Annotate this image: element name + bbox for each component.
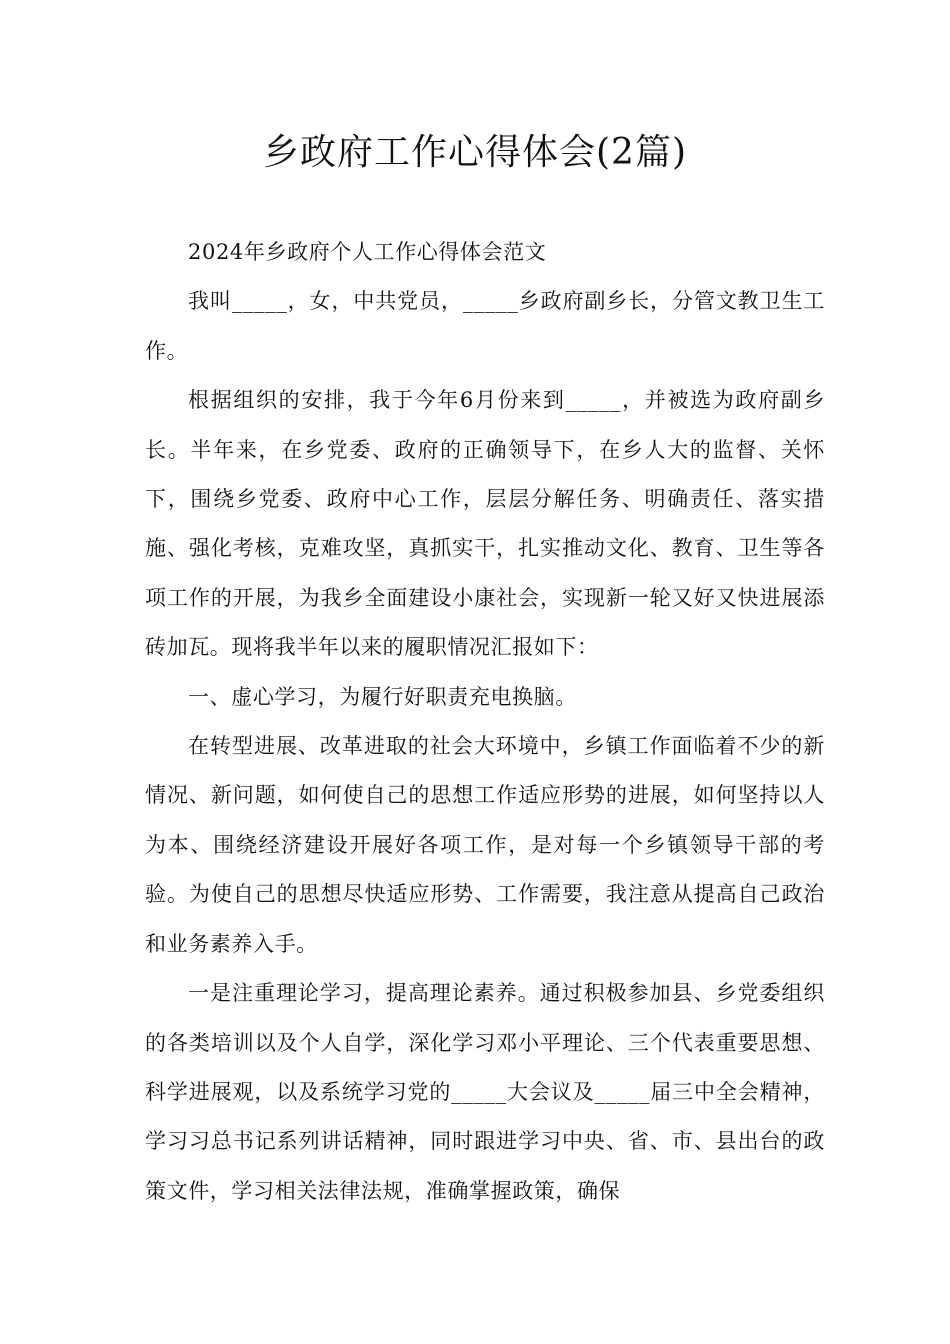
document-body: [145, 228, 825, 1216]
section-heading-1: 一、虚心学习，为履行好职责充电换脑。: [188, 684, 577, 709]
paragraph-context: 在转型进展、改革进取的社会大环境中，乡镇工作面临着不少的新情况、新问题，如何使自己的思想工作适应形势的进展，如何坚持以人为本、围绕经济建设开展好各项工作，是对每一个乡镇领导干部的考验。为使自己的思想尽快适应形势、工作需要，我注意从提高自己政治和业务素养入手。: [145, 734, 825, 956]
paragraph-theory-study: 一是注重理论学习，提高理论素养。通过积极参加县、乡党委组织的各类培训以及个人自学，深化学习邓小平理论、三个代表重要思想、科学进展观，以及系统学习党的_____大会议及_____届三中全会精神，学习习总书记系列讲话精神，同时跟进学习中央、省、市、县出台的政策文件，学习相关法律法规，准确掌握政策，确保: [145, 981, 825, 1203]
paragraph-overview: 根据组织的安排，我于今年6月份来到_____，并被选为政府副乡长。半年来，在乡党委、政府的正确领导下，在乡人大的监督、关怀下，围绕乡党委、政府中心工作，层层分解任务、明确责任、落实措施、强化考核，克难攻坚，真抓实干，扎实推动文化、教育、卫生等各项工作的开展，为我乡全面建设小康社会，实现新一轮又好又快进展添砖加瓦。现将我半年以来的履职情况汇报如下：: [145, 388, 825, 660]
section-subtitle: 2024年乡政府个人工作心得体会范文: [188, 240, 547, 264]
document-title: 乡政府工作心得体会(2篇): [263, 132, 687, 173]
paragraph-introduction: 我叫_____，女，中共党员，_____乡政府副乡长，分管文教卫生工作。: [145, 289, 825, 363]
